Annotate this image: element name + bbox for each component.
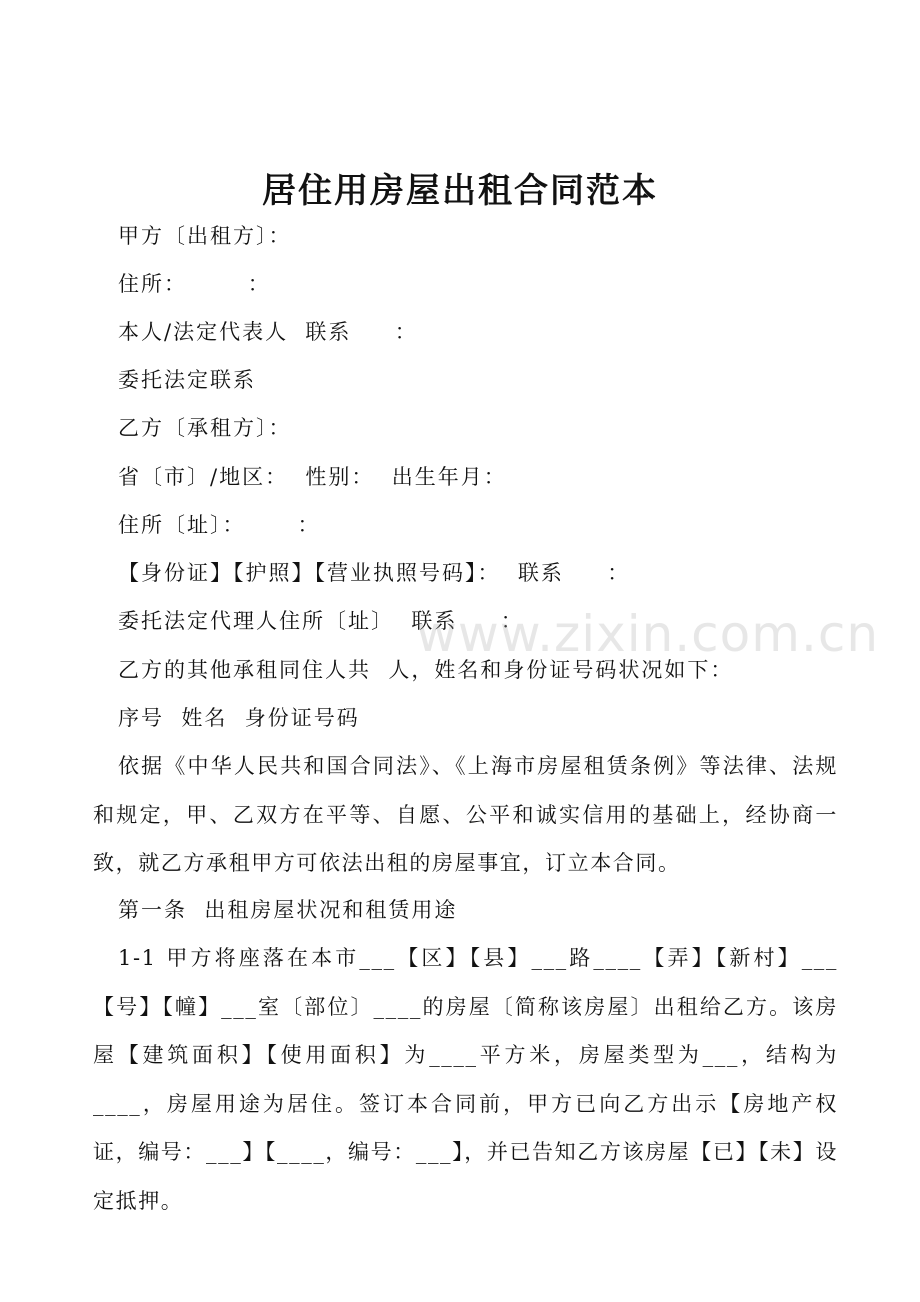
- co-tenants-line: 乙方的其他承租同住人共 人，姓名和身份证号码状况如下：: [118, 658, 734, 682]
- party-b-id: 【身份证】【护照】【营业执照号码】： 联系 ：: [118, 561, 631, 585]
- article-one-heading: 第一条 出租房屋状况和租赁用途: [118, 898, 458, 922]
- party-b-label: 乙方〔承租方〕：: [118, 416, 292, 440]
- party-a-address: 住所： ：: [118, 272, 271, 296]
- clause-1-1: 1-1 甲方将座落在本市___【区】【县】___路____【弄】【新村】___【号】【幢】___室〔部位〕____的房屋〔简称该房屋〕出租给乙方。该房屋【建筑面积】【使用面积】为____平方米，房屋类型为___，结构为____，房屋用途为居住。签订本合同前，甲方已向乙方出示【房地产权证，编号：___】【____，编号：___】，并已告知乙方该房屋【已】【未】设定抵押。: [93, 946, 838, 1213]
- party-b-region: 省〔市〕/地区： 性别： 出生年月：: [118, 465, 507, 489]
- party-a-agent: 委托法定联系: [118, 368, 256, 392]
- watermark: www.zixin.com.cn: [416, 605, 880, 663]
- document-title: 居住用房屋出租合同范本: [262, 171, 658, 211]
- party-b-agent: 委托法定代理人住所〔址〕 联系 ：: [118, 609, 524, 633]
- party-a-representative: 本人/法定代表人 联系 ：: [118, 320, 418, 344]
- party-a-label: 甲方〔出租方〕：: [118, 224, 292, 248]
- basis-paragraph: 依据《中华人民共和国合同法》、《上海市房屋租赁条例》等法律、法规和规定，甲、乙双方在平等、自愿、公平和诚实信用的基础上，经协商一致，就乙方承租甲方可依法出租的房屋事宜，订立本合同。: [93, 754, 838, 875]
- co-tenants-table-header: 序号 姓名 身份证号码: [118, 706, 360, 730]
- party-b-address: 住所〔址〕： ：: [118, 513, 321, 537]
